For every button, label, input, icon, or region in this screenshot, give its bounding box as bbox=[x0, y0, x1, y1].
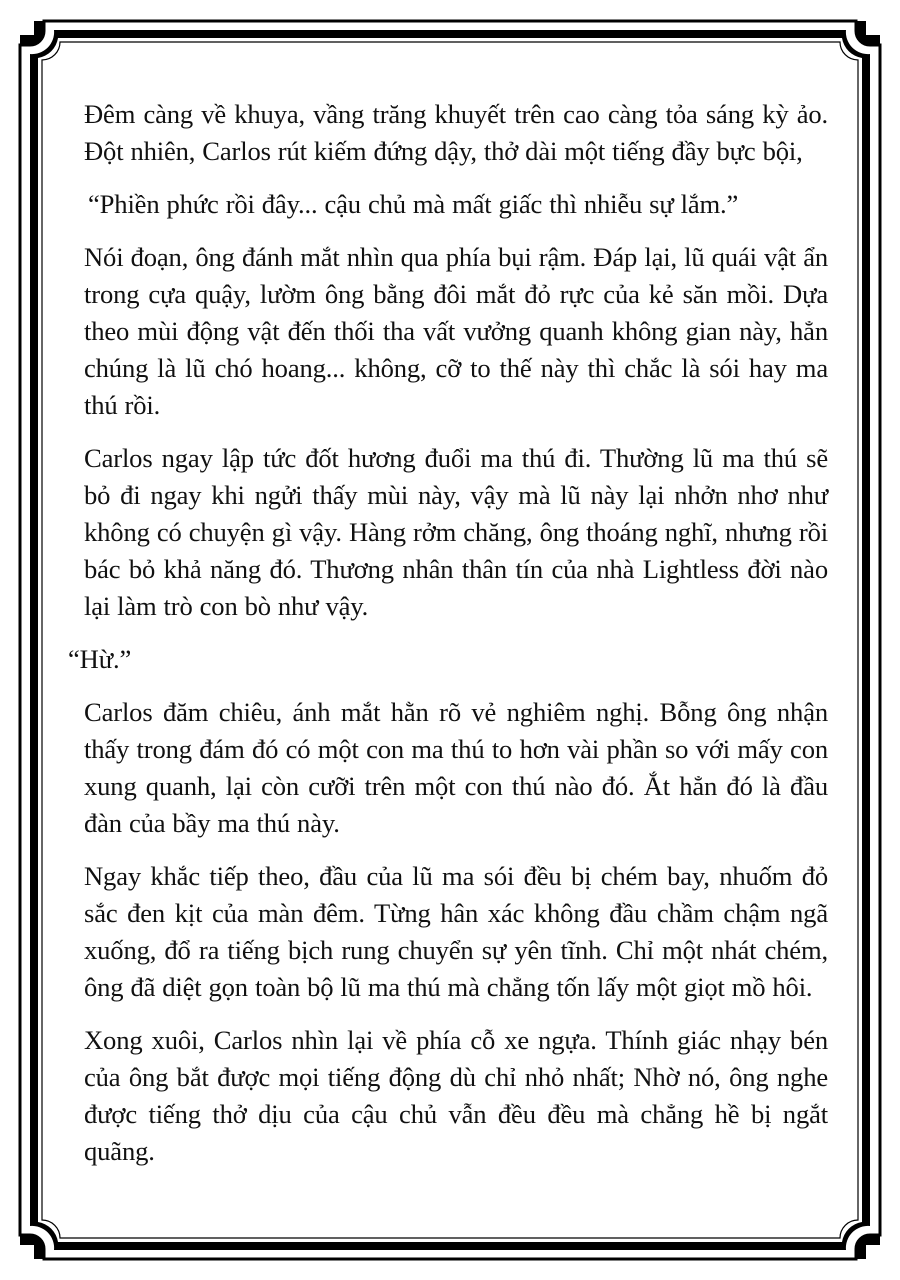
page-body-text bbox=[68, 96, 828, 1186]
paragraph-1: Đêm càng về khuya, vầng trăng khuyết trên cao càng tỏa sáng kỳ ảo. Đột nhiên, Carlos rút kiếm đứng dậy, thở dài một tiếng đầy bực bội, bbox=[84, 99, 828, 166]
paragraph-3: Nói đoạn, ông đánh mắt nhìn qua phía bụi rậm. Đáp lại, lũ quái vật ẩn trong cựa quậy, lườm ông bằng đôi mắt đỏ rực của kẻ săn mồi. Dựa theo mùi động vật đến thối tha vất vưởng quanh không gian này, hẳn chúng là lũ chó hoang... không, cỡ to thế này thì chắc là sói hay ma thú rồi. bbox=[84, 242, 828, 420]
paragraph-6: Carlos đăm chiêu, ánh mắt hằn rõ vẻ nghiêm nghị. Bỗng ông nhận thấy trong đám đó có một con ma thú to hơn vài phần so với mấy con xung quanh, lại còn cưỡi trên một con thú nào đó. Ắt hẳn đó là đầu đàn của bầy ma thú này. bbox=[84, 697, 828, 838]
paragraph-4: Carlos ngay lập tức đốt hương đuổi ma thú đi. Thường lũ ma thú sẽ bỏ đi ngay khi ngửi thấy mùi này, vậy mà lũ này lại nhởn nhơ như không có chuyện gì vậy. Hàng rởm chăng, ông thoáng nghĩ, nhưng rồi bác bỏ khả năng đó. Thương nhân thân tín của nhà Lightless đời nào lại làm trò con bò như vậy. bbox=[84, 443, 828, 621]
dialogue-line-2: “Hừ.” bbox=[68, 644, 132, 674]
dialogue-line-1: “Phiền phức rồi đây... cậu chủ mà mất giấc thì nhiễu sự lắm.” bbox=[88, 189, 739, 219]
paragraph-8: Xong xuôi, Carlos nhìn lại về phía cỗ xe ngựa. Thính giác nhạy bén của ông bắt được mọi tiếng động dù chỉ nhỏ nhất; Nhờ nó, ông nghe được tiếng thở dịu của cậu chủ vẫn đều đều mà chẳng hề bị ngắt quãng. bbox=[84, 1025, 828, 1166]
paragraph-7: Ngay khắc tiếp theo, đầu của lũ ma sói đều bị chém bay, nhuốm đỏ sắc đen kịt của màn đêm. Từng hân xác không đầu chầm chậm ngã xuống, đổ ra tiếng bịch rung chuyển sự yên tĩnh. Chỉ một nhát chém, ông đã diệt gọn toàn bộ lũ ma thú mà chẳng tốn lấy một giọt mồ hôi. bbox=[84, 861, 828, 1002]
